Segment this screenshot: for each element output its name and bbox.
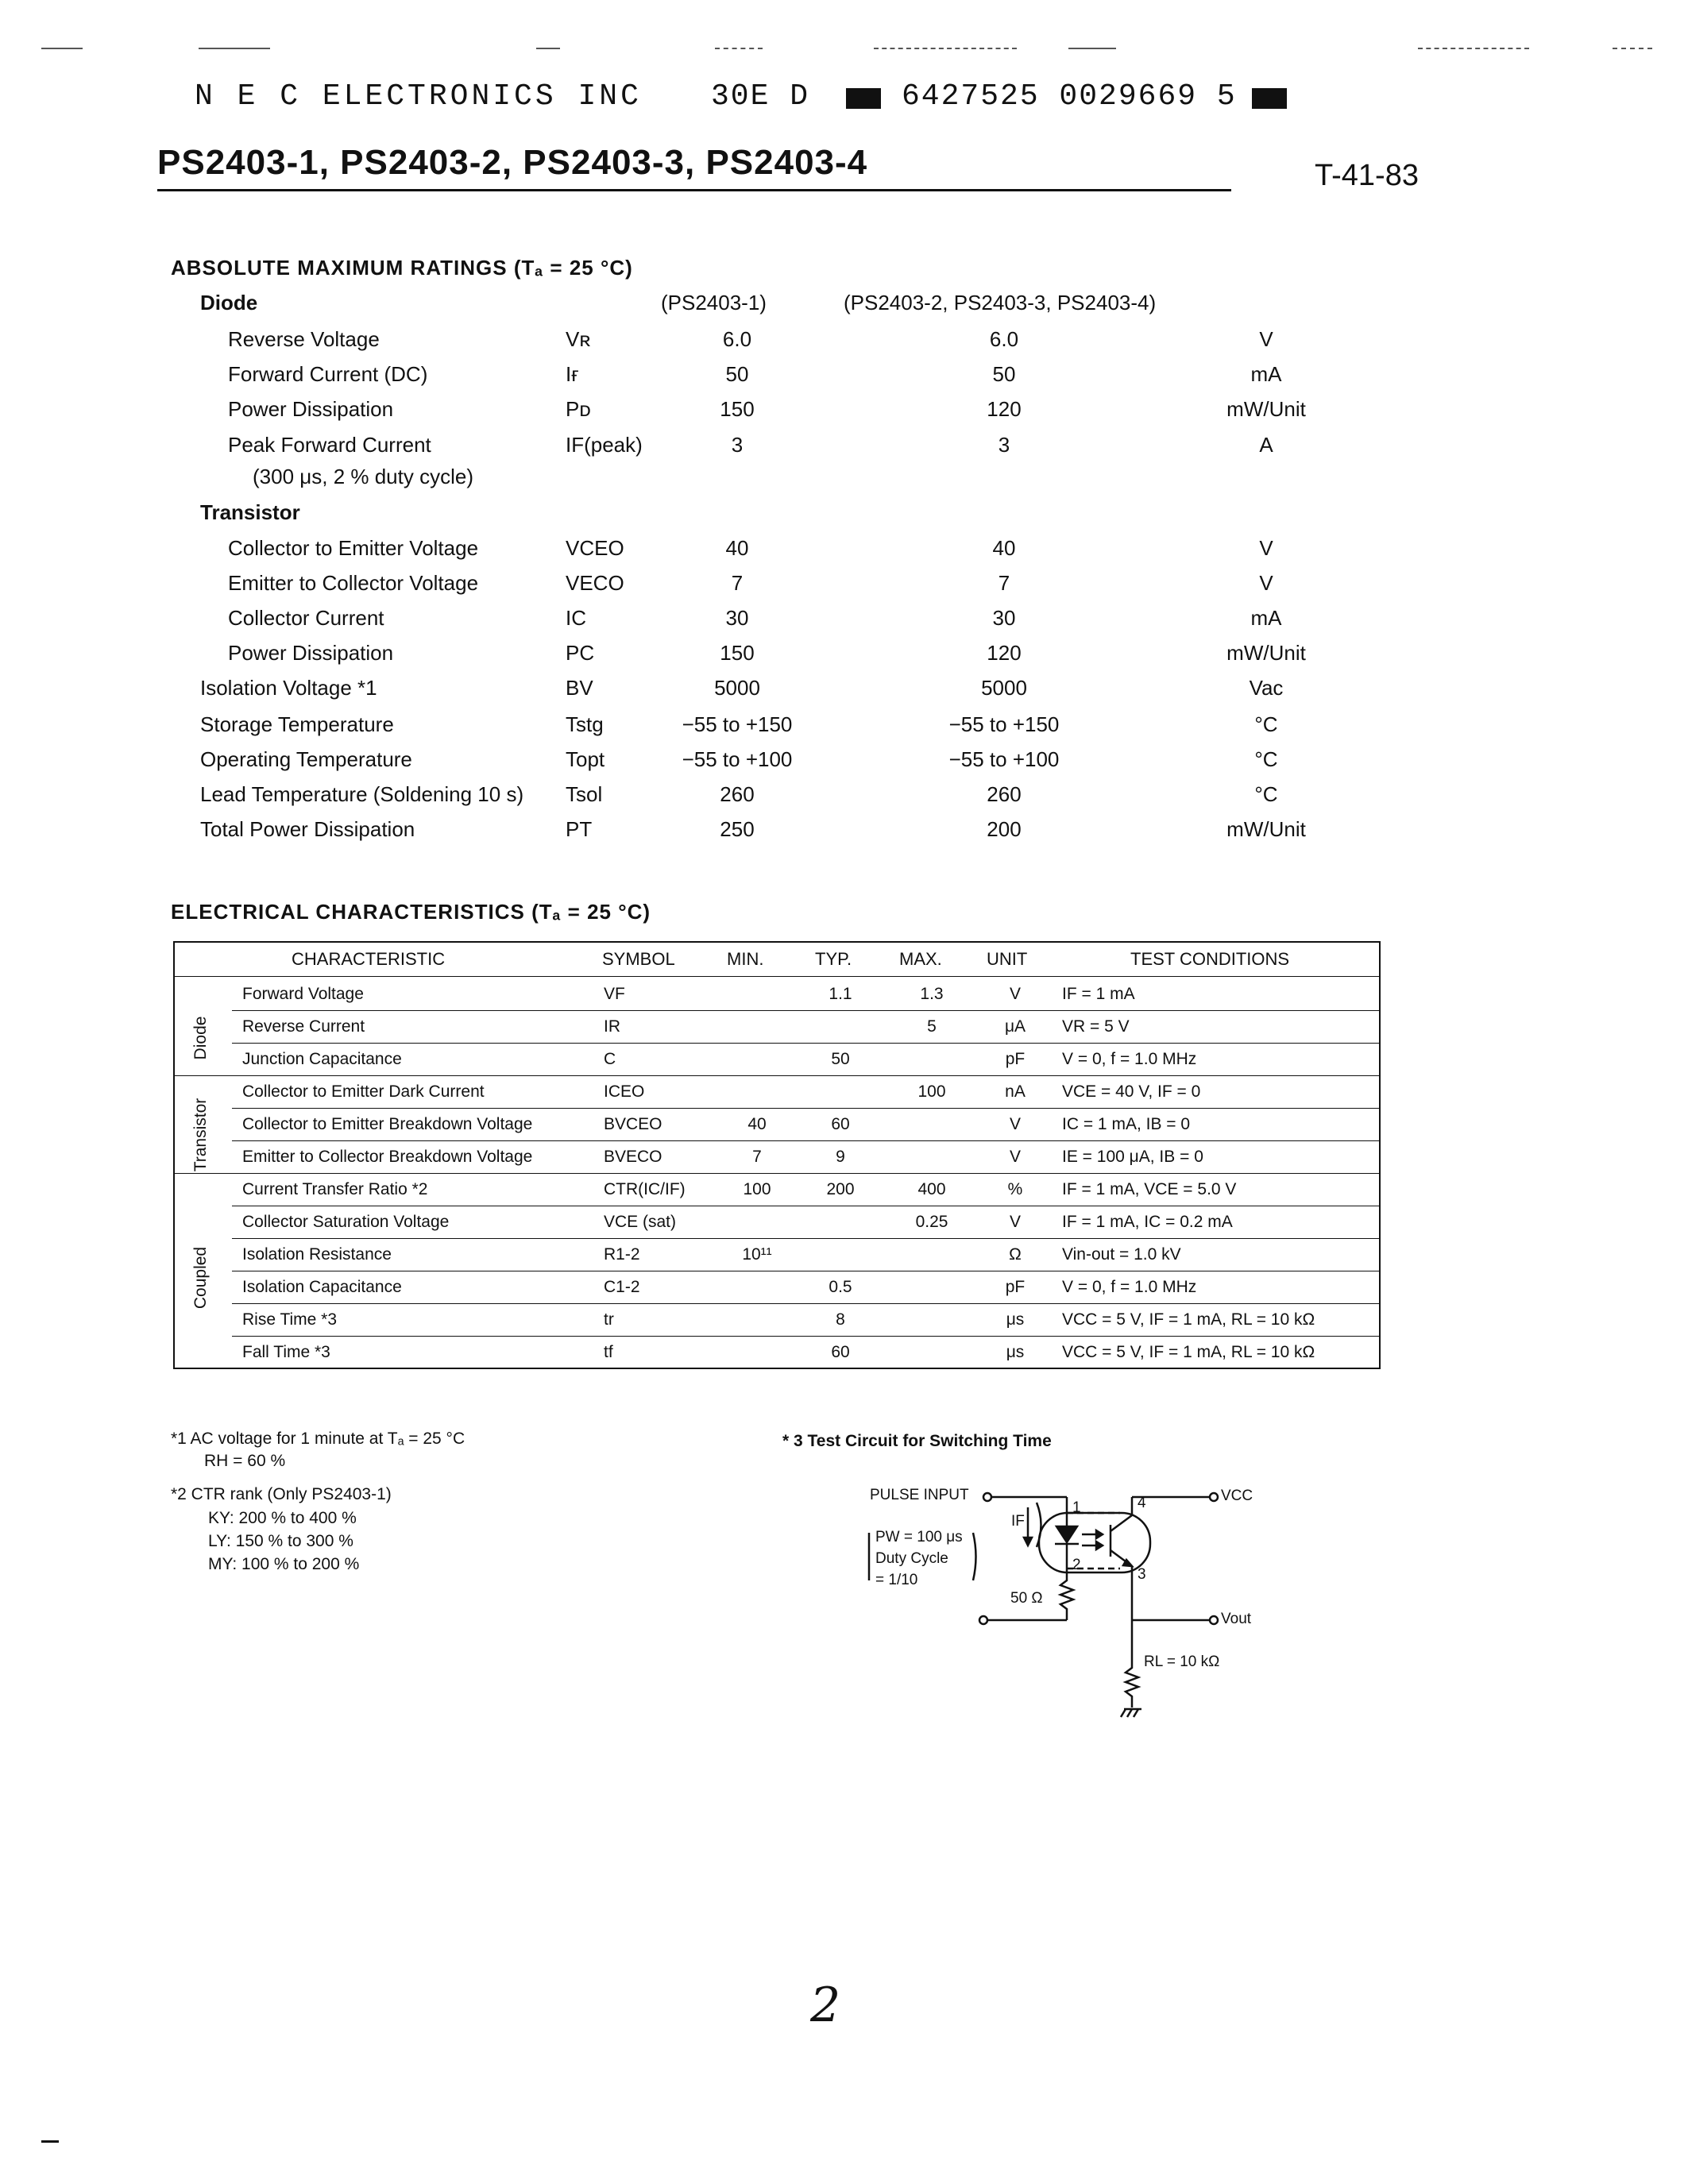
- ec-min: 100: [743, 1180, 771, 1198]
- pw-label: PW = 100 μs: [875, 1529, 963, 1545]
- rating-value-ps2403-1: 7: [731, 571, 744, 595]
- ec-max: 1.3: [920, 985, 944, 1003]
- row-rule: [232, 1108, 1379, 1109]
- rating-param: Collector Current: [228, 606, 384, 630]
- rating-value-ps2403-234: 5000: [981, 676, 1027, 700]
- rating-unit: V: [1259, 327, 1273, 351]
- vout-label: Vout: [1221, 1611, 1252, 1627]
- header-rule: [175, 976, 1379, 977]
- peak-note: (300 μs, 2 % duty cycle): [253, 465, 473, 488]
- ec-symbol: BVECO: [604, 1148, 662, 1166]
- ec-characteristic: Rise Time *3: [242, 1310, 338, 1329]
- page-title: PS2403-1, PS2403-2, PS2403-3, PS2403-4: [157, 143, 868, 182]
- hdr-symbol: SYMBOL: [602, 949, 675, 969]
- rating-symbol: Iғ: [566, 362, 579, 386]
- ec-unit: V: [1009, 985, 1021, 1003]
- rating-value-ps2403-234: 6.0: [989, 327, 1019, 351]
- rating-unit: V: [1259, 536, 1273, 560]
- group-transistor: Transistor: [191, 1098, 210, 1172]
- hdr-max: MAX.: [899, 949, 942, 969]
- ec-unit: μA: [1004, 1017, 1026, 1036]
- rating-unit: mW/Unit: [1226, 397, 1306, 421]
- ec-min: 7: [752, 1148, 762, 1166]
- rating-symbol: BV: [566, 676, 593, 700]
- ec-test-conditions: IF = 1 mA, VCE = 5.0 V: [1062, 1180, 1237, 1198]
- note-1-rh: RH = 60 %: [204, 1452, 286, 1470]
- header-code: 30E D: [711, 79, 810, 114]
- ec-characteristic: Reverse Current: [242, 1017, 365, 1036]
- ec-symbol: CTR(IC/IF): [604, 1180, 686, 1198]
- resistor-50-icon: [1060, 1558, 1073, 1620]
- rating-value-ps2403-1: 150: [720, 397, 755, 421]
- row-rule: [232, 1010, 1379, 1011]
- rl-label: RL = 10 kΩ: [1144, 1653, 1220, 1670]
- ec-max: 400: [917, 1180, 946, 1198]
- rating-value-ps2403-234: 3: [998, 433, 1010, 457]
- vcc-label: VCC: [1221, 1488, 1253, 1504]
- rating-unit: °C: [1254, 747, 1278, 771]
- scan-mark: [536, 48, 560, 49]
- pin-3: 3: [1138, 1566, 1146, 1583]
- ec-characteristic: Collector to Emitter Breakdown Voltage: [242, 1115, 533, 1133]
- group-diode: Diode: [191, 1016, 210, 1060]
- rating-symbol: PT: [566, 817, 593, 841]
- rating-unit: mA: [1250, 606, 1282, 630]
- header-block-mark: [846, 88, 881, 109]
- ec-test-conditions: V = 0, f = 1.0 MHz: [1062, 1278, 1197, 1296]
- rating-value-ps2403-1: 6.0: [722, 327, 752, 351]
- ec-characteristic: Isolation Capacitance: [242, 1278, 402, 1296]
- ec-typ: 200: [826, 1180, 855, 1198]
- rating-param: Operating Temperature: [200, 747, 412, 771]
- input-terminal: [983, 1493, 991, 1501]
- company-header: N E C ELECTRONICS INC: [195, 79, 642, 114]
- ec-symbol: R1-2: [604, 1245, 640, 1264]
- ec-characteristic: Isolation Resistance: [242, 1245, 392, 1264]
- hdr-typ: TYP.: [815, 949, 852, 969]
- col-a-header: (PS2403-1): [661, 291, 767, 314]
- rating-value-ps2403-234: −55 to +100: [948, 747, 1060, 771]
- rating-param: Isolation Voltage *1: [200, 676, 377, 700]
- ec-min: 10¹¹: [742, 1245, 772, 1264]
- rating-symbol: VCEO: [566, 536, 624, 560]
- rating-value-ps2403-234: −55 to +150: [948, 712, 1060, 736]
- ec-test-conditions: VCC = 5 V, IF = 1 mA, RL = 10 kΩ: [1062, 1310, 1315, 1329]
- rating-value-ps2403-234: 40: [992, 536, 1016, 560]
- title-underline: [157, 189, 1231, 191]
- ec-symbol: VCE (sat): [604, 1213, 677, 1231]
- elec-heading: ELECTRICAL CHARACTERISTICS (Tₐ = 25 °C): [171, 900, 651, 924]
- scan-mark: [41, 2140, 59, 2143]
- note-2: *2 CTR rank (Only PS2403-1): [171, 1485, 392, 1503]
- handwritten-page-mark: 2: [810, 1978, 841, 2033]
- ec-characteristic: Fall Time *3: [242, 1343, 330, 1361]
- ec-typ: 60: [831, 1343, 850, 1361]
- ec-max: 0.25: [915, 1213, 948, 1231]
- ec-typ: 9: [836, 1148, 845, 1166]
- rating-param: Emitter to Collector Voltage: [228, 571, 479, 595]
- ec-typ: 60: [831, 1115, 850, 1133]
- scan-mark: [1068, 48, 1116, 49]
- ec-characteristic: Emitter to Collector Breakdown Voltage: [242, 1148, 533, 1166]
- header-block-mark: [1252, 88, 1287, 109]
- ec-test-conditions: VR = 5 V: [1062, 1017, 1130, 1036]
- ec-symbol: ICEO: [604, 1082, 645, 1101]
- ec-test-conditions: IC = 1 mA, IB = 0: [1062, 1115, 1191, 1133]
- hdr-min: MIN.: [727, 949, 764, 969]
- scan-mark: [1613, 48, 1652, 49]
- rating-param: Forward Current (DC): [228, 362, 428, 386]
- ec-characteristic: Collector to Emitter Dark Current: [242, 1082, 485, 1101]
- rating-param: Power Dissipation: [228, 397, 394, 421]
- ec-symbol: C1-2: [604, 1278, 640, 1296]
- pin-2: 2: [1072, 1557, 1081, 1573]
- ec-unit: V: [1009, 1148, 1021, 1166]
- ec-typ: 8: [836, 1310, 845, 1329]
- page-code: T-41-83: [1315, 159, 1419, 192]
- rating-param: Lead Temperature (Soldening 10 s): [200, 782, 524, 806]
- ec-max: 5: [927, 1017, 937, 1036]
- note-2-my: MY: 100 % to 200 %: [208, 1555, 360, 1573]
- ec-symbol: tf: [604, 1343, 613, 1361]
- rating-value-ps2403-1: 250: [720, 817, 755, 841]
- if-label: IF: [1011, 1513, 1025, 1530]
- rating-value-ps2403-234: 120: [987, 641, 1022, 665]
- rating-param: Reverse Voltage: [228, 327, 380, 351]
- ec-typ: 50: [831, 1050, 850, 1068]
- scan-mark: [199, 48, 270, 49]
- abs-max-heading: ABSOLUTE MAXIMUM RATINGS (Tₐ = 25 °C): [171, 256, 633, 280]
- hdr-unit: UNIT: [987, 949, 1028, 969]
- transistor-label: Transistor: [200, 500, 300, 524]
- ec-unit: nA: [1005, 1082, 1026, 1101]
- scan-mark: [715, 48, 763, 49]
- rating-unit: mA: [1250, 362, 1282, 386]
- row-rule: [232, 1303, 1379, 1304]
- ec-symbol: BVCEO: [604, 1115, 662, 1133]
- row-rule: [232, 1140, 1379, 1141]
- vout-terminal: [1210, 1616, 1218, 1624]
- rating-symbol: IC: [566, 606, 586, 630]
- ec-test-conditions: Vin-out = 1.0 kV: [1062, 1245, 1181, 1264]
- rating-value-ps2403-234: 120: [987, 397, 1022, 421]
- rating-param: Peak Forward Current: [228, 433, 431, 457]
- ec-unit: V: [1009, 1213, 1021, 1231]
- row-rule: [232, 1238, 1379, 1239]
- row-rule: [232, 1043, 1379, 1044]
- ratio-label: = 1/10: [875, 1572, 918, 1588]
- rating-symbol: Topt: [566, 747, 605, 771]
- rating-value-ps2403-1: 5000: [714, 676, 760, 700]
- ec-symbol: tr: [604, 1310, 614, 1329]
- rating-value-ps2403-234: 50: [992, 362, 1016, 386]
- ec-test-conditions: IF = 1 mA, IC = 0.2 mA: [1062, 1213, 1233, 1231]
- ec-characteristic: Forward Voltage: [242, 985, 364, 1003]
- rating-unit: °C: [1254, 712, 1278, 736]
- rating-param: Power Dissipation: [228, 641, 394, 665]
- rating-value-ps2403-1: 40: [725, 536, 749, 560]
- pulse-input-label: PULSE INPUT: [870, 1487, 969, 1503]
- ec-unit: V: [1009, 1115, 1021, 1133]
- led-icon: [1056, 1526, 1077, 1542]
- rating-unit: V: [1259, 571, 1273, 595]
- rating-unit: Vac: [1249, 676, 1284, 700]
- rating-symbol: PC: [566, 641, 595, 665]
- duty-label: Duty Cycle: [875, 1550, 948, 1567]
- elec-table: [173, 941, 1381, 1369]
- note-3: * 3 Test Circuit for Switching Time: [782, 1432, 1052, 1450]
- row-rule: [232, 1336, 1379, 1337]
- rating-unit: mW/Unit: [1226, 817, 1306, 841]
- resistor-rl-icon: [1126, 1660, 1138, 1707]
- ec-symbol: IR: [604, 1017, 620, 1036]
- group-rule: [175, 1075, 1379, 1076]
- ec-test-conditions: VCC = 5 V, IF = 1 mA, RL = 10 kΩ: [1062, 1343, 1315, 1361]
- rating-symbol: Tstg: [566, 712, 604, 736]
- rating-value-ps2403-234: 200: [987, 817, 1022, 841]
- r50-label: 50 Ω: [1010, 1590, 1043, 1607]
- ec-test-conditions: IE = 100 μA, IB = 0: [1062, 1148, 1203, 1166]
- scan-mark: [874, 48, 1017, 49]
- rating-symbol: Pᴅ: [566, 397, 591, 421]
- rating-param: Collector to Emitter Voltage: [228, 536, 479, 560]
- ec-symbol: C: [604, 1050, 616, 1068]
- pin-1: 1: [1072, 1499, 1081, 1516]
- rating-value-ps2403-1: 260: [720, 782, 755, 806]
- hdr-characteristic: CHARACTERISTIC: [292, 949, 446, 969]
- hdr-test-conditions: TEST CONDITIONS: [1130, 949, 1290, 969]
- note-2-ky: KY: 200 % to 400 %: [208, 1509, 357, 1527]
- header-number: 6427525 0029669 5: [902, 79, 1237, 114]
- ec-unit: pF: [1005, 1278, 1026, 1296]
- optocoupler-package: [1039, 1513, 1150, 1572]
- rating-unit: mW/Unit: [1226, 641, 1306, 665]
- scan-mark: [41, 48, 83, 49]
- pin-4: 4: [1138, 1495, 1146, 1511]
- rating-value-ps2403-1: 3: [731, 433, 744, 457]
- ec-characteristic: Junction Capacitance: [242, 1050, 402, 1068]
- ec-test-conditions: VCE = 40 V, IF = 0: [1062, 1082, 1201, 1101]
- note-1: *1 AC voltage for 1 minute at Tₐ = 25 °C: [171, 1430, 465, 1448]
- test-circuit: [858, 1469, 1303, 1731]
- ec-symbol: VF: [604, 985, 625, 1003]
- ec-min: 40: [747, 1115, 767, 1133]
- ec-unit: μs: [1006, 1343, 1025, 1361]
- rating-value-ps2403-234: 260: [987, 782, 1022, 806]
- ec-unit: Ω: [1009, 1245, 1022, 1264]
- rating-value-ps2403-1: 150: [720, 641, 755, 665]
- ec-typ: 1.1: [829, 985, 852, 1003]
- rating-symbol: Vʀ: [566, 327, 591, 351]
- rating-unit: °C: [1254, 782, 1278, 806]
- ec-characteristic: Current Transfer Ratio *2: [242, 1180, 428, 1198]
- vcc-terminal: [1210, 1493, 1218, 1501]
- diode-label: Diode: [200, 291, 258, 314]
- ec-characteristic: Collector Saturation Voltage: [242, 1213, 450, 1231]
- rating-value-ps2403-1: 30: [725, 606, 749, 630]
- rating-unit: A: [1259, 433, 1273, 457]
- scan-mark: [1418, 48, 1529, 49]
- rating-value-ps2403-1: −55 to +150: [682, 712, 793, 736]
- ec-typ: 0.5: [829, 1278, 852, 1296]
- rating-param: Storage Temperature: [200, 712, 394, 736]
- ec-unit: pF: [1005, 1050, 1026, 1068]
- rating-symbol: VECO: [566, 571, 624, 595]
- rating-value-ps2403-234: 30: [992, 606, 1016, 630]
- ec-test-conditions: V = 0, f = 1.0 MHz: [1062, 1050, 1197, 1068]
- note-2-ly: LY: 150 % to 300 %: [208, 1532, 353, 1550]
- group-rule: [175, 1173, 1379, 1174]
- rating-value-ps2403-1: 50: [725, 362, 749, 386]
- ec-unit: μs: [1006, 1310, 1025, 1329]
- rating-param: Total Power Dissipation: [200, 817, 415, 841]
- ec-unit: %: [1007, 1180, 1023, 1198]
- ec-max: 100: [917, 1082, 946, 1101]
- rating-symbol: IF(peak): [566, 433, 643, 457]
- rating-symbol: Tsol: [566, 782, 603, 806]
- ec-test-conditions: IF = 1 mA: [1062, 985, 1135, 1003]
- group-coupled: Coupled: [191, 1246, 210, 1310]
- rating-value-ps2403-1: −55 to +100: [682, 747, 793, 771]
- rating-value-ps2403-234: 7: [998, 571, 1010, 595]
- col-b-header: (PS2403-2, PS2403-3, PS2403-4): [844, 291, 1157, 314]
